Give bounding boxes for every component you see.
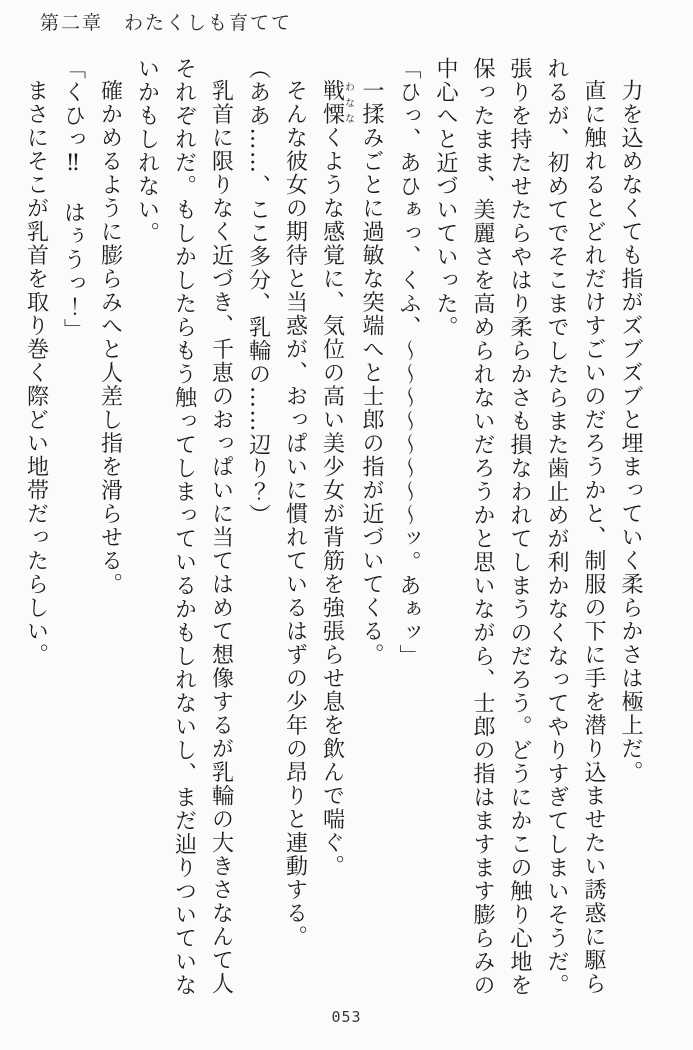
paragraph: まさにそこが乳首を取り巻く際どい地帯だったらしい。: [23, 79, 49, 667]
paragraph-thought: （ああ……、ここ多分、乳輪の……辺り？）: [245, 57, 271, 527]
body-text: [18, 57, 650, 1002]
chapter-header: 第二章 わたくしも育てて: [40, 12, 293, 34]
paragraph: そんな彼女の期待と当惑が、おっぱいに慣れているはずの少年の昂りと連動する。: [282, 79, 308, 949]
ruby-text: わなな: [342, 79, 354, 126]
paragraph: 一揉みごとに過敏な突端へと士郎の指が近づいてくる。: [359, 79, 384, 667]
paragraph: 乳首に限りなく近づき、千恵のおっぱいに当てはめて想像するが乳輪の大きさなんて人それぞれだ。もしかしたらもう触ってしまっているかもしれないし、まだ辿りついていないかもしれない。: [134, 57, 234, 997]
ruby-annotation: [319, 79, 354, 126]
paragraph-dialogue: 「ひっ、あひぁっ、くふ、～～～～～～～～ッ。あぁッ」: [396, 57, 421, 668]
paragraph-with-ruby: [314, 57, 354, 1002]
paragraph-text: くような感覚に、気位の高い美少女が背筋を強張らせ息を飲んで喘ぐ。: [319, 126, 345, 878]
paragraph: 力を込めなくても指がズブズブと埋まっていく柔らかさは極上だ。: [618, 79, 643, 784]
page-number: 053: [331, 1008, 362, 1026]
paragraph: 確かめるように膨らみへと人差し指を滑らせる。: [97, 79, 123, 596]
ruby-base: 戦慄: [319, 79, 345, 126]
paragraph-dialogue: 「くひっ‼ はぅうっ！」: [60, 57, 86, 342]
paragraph: 直に触れるとどれだけすごいのだろうかと、制服の下に手を潜り込ませたい誘惑に駆られるが、初めてでそこまでしたらまた歯止めが利かなくなってやりすぎてしまいそうだ。張りを持たせたらやはり柔らかさも損なわれてしまうのだろう。どうにかこの触り心地を保ったまま、美麗さを高められないだろうかと思いながら、士郎の指はますます膨らみの中心へと近づいていった。: [433, 57, 606, 997]
